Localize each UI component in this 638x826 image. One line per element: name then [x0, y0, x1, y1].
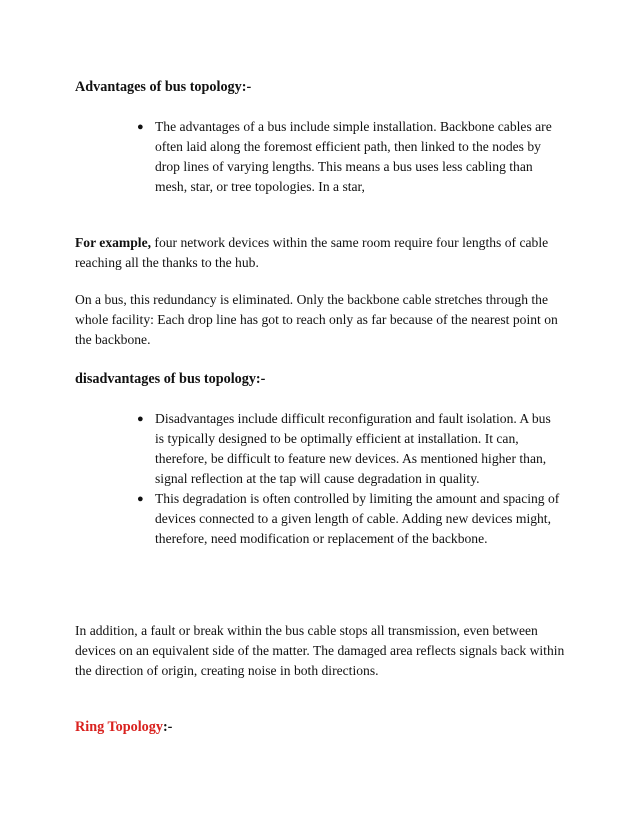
advantages-bullet-text: The advantages of a bus include simple installation. Backbone cables are often laid along the foremost efficient path, then linked to the nodes by drop lines of varying lengths. This means a bus uses less cabling than mesh, star, or tree topologies. In a star,	[155, 119, 552, 194]
disadvantages-bullet-text: This degradation is often controlled by limiting the amount and spacing of devices connected to a given length of cable. Adding new devices might, therefore, need modification or replacement of the backbone.	[155, 491, 560, 546]
disadvantages-bullet-text: Disadvantages include difficult reconfiguration and fault isolation. A bus is typically designed to be optimally efficient at installation. It can, therefore, be difficult to feature new devices. As mentioned higher than, signal reflection at the tap will cause degradation in quality.	[155, 411, 551, 486]
fault-paragraph: In addition, a fault or break within the bus cable stops all transmission, even between devices on an equivalent side of the matter. The damaged area reflects signals back within the direction of origin, creating noise in both directions.	[75, 623, 565, 678]
bullet-icon: ●	[137, 493, 144, 505]
advantages-heading: Advantages of bus topology:-	[75, 79, 252, 95]
disadvantages-list	[137, 409, 562, 549]
ring-topology-heading	[75, 717, 565, 737]
bullet-icon: ●	[137, 413, 144, 425]
list-item	[137, 489, 562, 549]
ring-topology-suffix: :-	[162, 719, 173, 735]
bus-redundancy-paragraph: On a bus, this redundancy is eliminated. Only the backbone cable stretches through the whole facility: Each drop line has got to reach only as far because of the nearest point on the backbone.	[75, 292, 558, 347]
ring-topology-title: Ring Topology	[75, 719, 163, 735]
example-text: four network devices within the same room require four lengths of cable reaching all the thanks to the hub.	[75, 235, 549, 270]
advantages-list	[137, 117, 562, 197]
list-item	[137, 409, 562, 489]
disadvantages-heading: disadvantages of bus topology:-	[75, 371, 266, 387]
list-item	[137, 117, 562, 197]
bullet-icon: ●	[137, 121, 144, 133]
example-paragraph	[75, 233, 565, 273]
example-lead: For example,	[75, 235, 152, 250]
